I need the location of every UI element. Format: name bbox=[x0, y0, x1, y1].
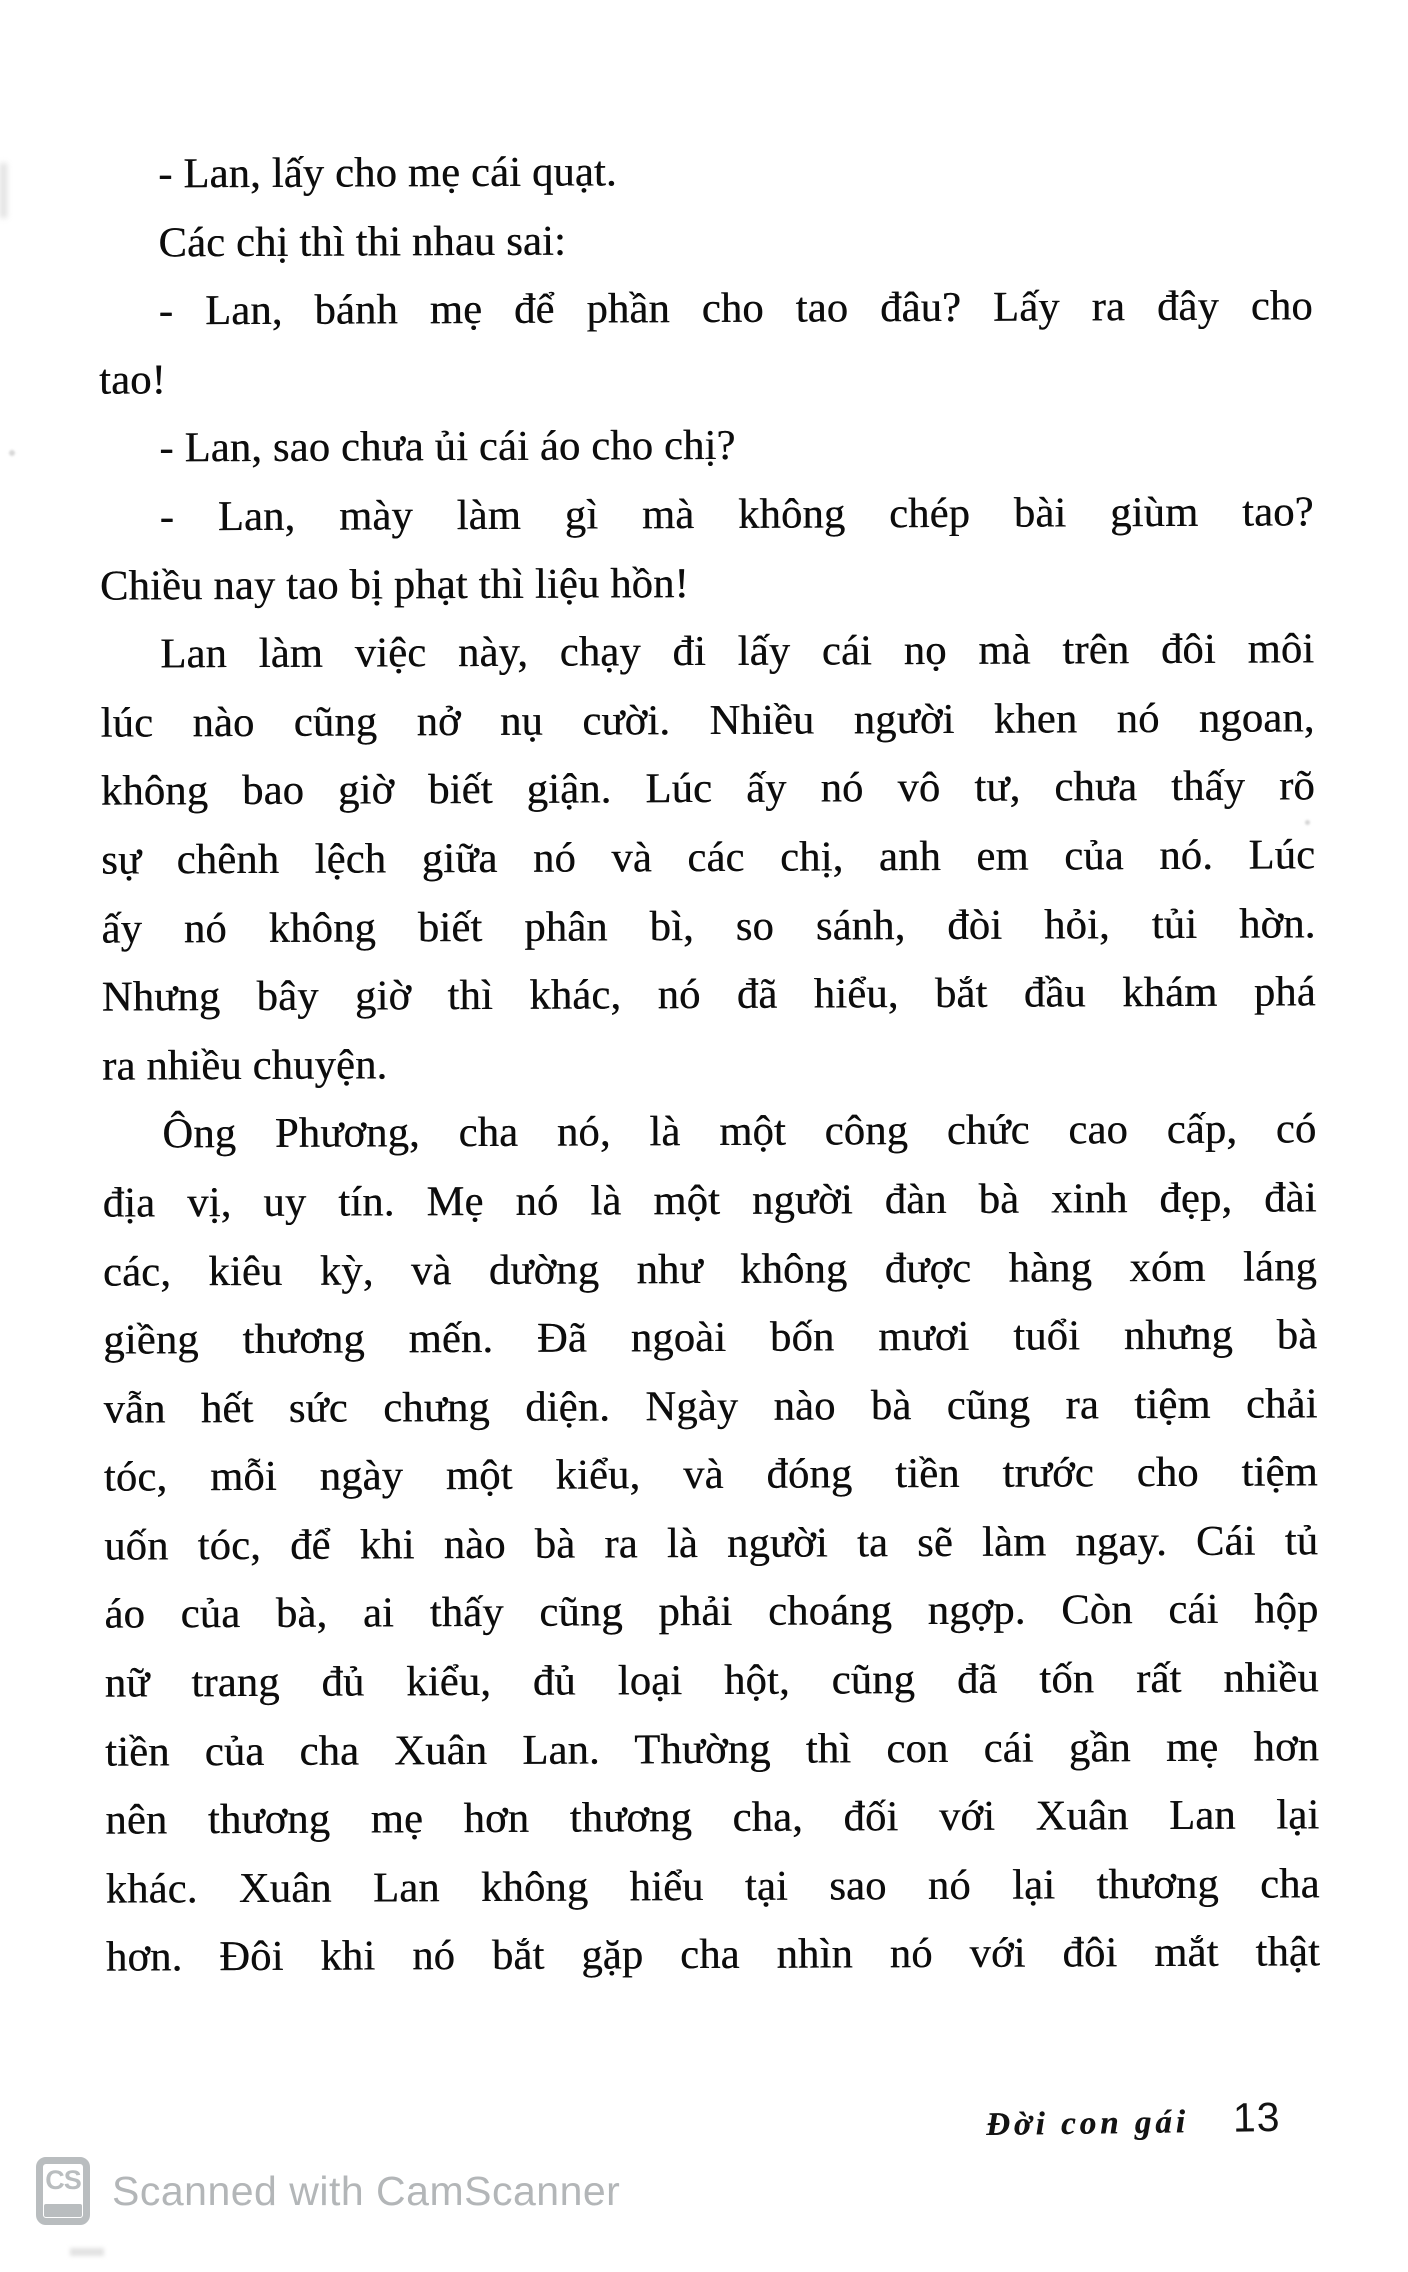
scan-artifact bbox=[0, 163, 7, 218]
text-line: tiền của cha Xuân Lan. Thường thì con cái gần mẹ hơn bbox=[104, 1722, 1320, 1776]
text-line: khác. Xuân Lan không hiểu tại sao nó lại thương cha bbox=[105, 1860, 1320, 1913]
text-line: Chiều nay tao bị phạt thì liệu hồn! bbox=[99, 559, 689, 610]
text-line: Ông Phương, cha nó, là một công chức cao cấp, có bbox=[162, 1105, 1317, 1158]
page-body bbox=[98, 135, 1320, 1992]
scan-artifact bbox=[70, 2248, 104, 2256]
text-line: Các chị thì thi nhau sai: bbox=[158, 217, 567, 266]
text-line: nên thương mẹ hơn thương cha, đối với Xuân Lan lại bbox=[105, 1791, 1320, 1844]
text-line: ra nhiều chuyện. bbox=[101, 1041, 388, 1090]
text-line: - Lan, lấy cho mẹ cái quạt. bbox=[158, 148, 617, 198]
text-line: Nhưng bây giờ thì khác, nó đã hiểu, bắt đầu khám phá bbox=[101, 968, 1316, 1021]
text-line: - Lan, mày làm gì mà không chép bài giùm tao? bbox=[159, 488, 1314, 541]
text-line: uốn tóc, để khi nào bà ra là người ta sẽ làm ngay. Cái tủ bbox=[104, 1517, 1319, 1570]
camscanner-watermark bbox=[36, 2157, 620, 2225]
text-line: sự chênh lệch giữa nó và các chị, anh em của nó. Lúc bbox=[101, 831, 1316, 884]
text-line: áo của bà, ai thấy cũng phải choáng ngợp. Còn cái hộp bbox=[104, 1585, 1319, 1639]
text-line: các, kiêu kỳ, và dường như không được hàng xóm láng bbox=[102, 1242, 1318, 1296]
text-line: vẫn hết sức chưng diện. Ngày nào bà cũng ra tiệm chải bbox=[103, 1380, 1318, 1433]
page-footer bbox=[985, 2094, 1280, 2145]
text-line: lúc nào cũng nở nụ cười. Nhiều người khen nó ngoan, bbox=[100, 694, 1315, 747]
text-line: Lan làm việc này, chạy đi lấy cái nọ mà trên đôi môi bbox=[160, 625, 1315, 678]
page-number: 13 bbox=[1232, 2093, 1281, 2141]
watermark-text: Scanned with CamScanner bbox=[112, 2167, 621, 2214]
text-line: hơn. Đôi khi nó bắt gặp cha nhìn nó với đôi mắt thật bbox=[105, 1928, 1321, 1982]
text-line: - Lan, sao chưa ủi cái áo cho chị? bbox=[159, 422, 736, 472]
camscanner-logo-icon bbox=[36, 2157, 90, 2225]
text-line: nữ trang đủ kiểu, đủ loại hột, cũng đã tốn rất nhiều bbox=[104, 1654, 1319, 1707]
camscanner-badge-bar bbox=[44, 2204, 82, 2217]
text-line: - Lan, bánh mẹ để phần cho tao đâu? Lấy ra đây cho bbox=[158, 282, 1313, 335]
text-line: tao! bbox=[98, 356, 167, 404]
text-line: không bao giờ biết giận. Lúc ấy nó vô tư, chưa thấy rõ bbox=[100, 762, 1315, 815]
text-line: địa vị, uy tín. Mẹ nó là một người đàn bà xinh đẹp, đài bbox=[102, 1174, 1317, 1227]
camscanner-badge-label: CS bbox=[45, 2165, 81, 2195]
running-title: Đời con gái bbox=[985, 2104, 1189, 2144]
text-line: giềng thương mến. Đã ngoài bốn mươi tuổi nhưng bà bbox=[103, 1311, 1318, 1364]
text-line: tóc, mỗi ngày một kiểu, và đóng tiền trước cho tiệm bbox=[103, 1448, 1318, 1501]
scan-artifact bbox=[9, 450, 15, 456]
text-line: ấy nó không biết phân bì, so sánh, đòi hỏi, tủi hờn. bbox=[101, 899, 1316, 953]
